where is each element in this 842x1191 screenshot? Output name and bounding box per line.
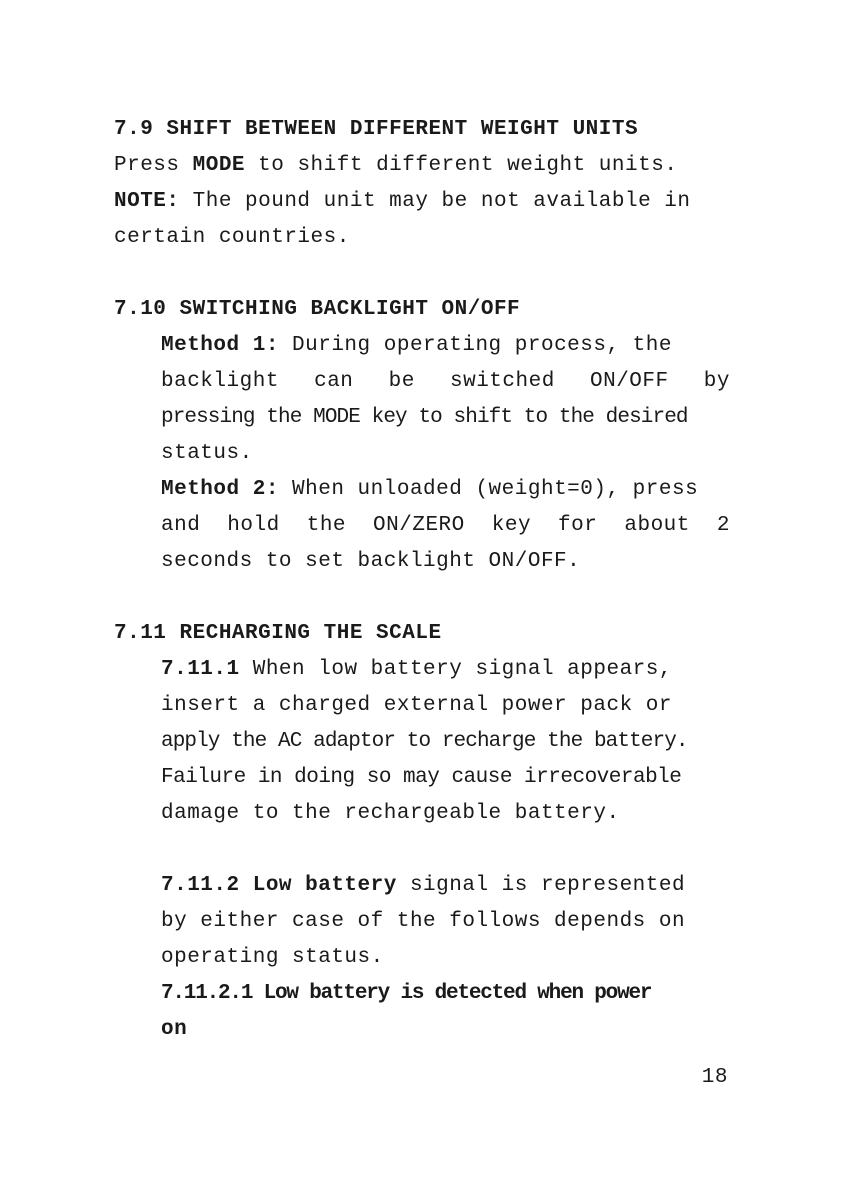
section-7-9-note-line-2: certain countries.: [114, 226, 350, 249]
method-1-line-2: backlight can be switched ON/OFF by: [161, 370, 730, 393]
section-7-9-note-line: NOTE: The pound unit may be not available in: [114, 190, 691, 213]
sub-7-11-2-line-1: 7.11.2 Low battery signal is represented: [161, 874, 686, 897]
method-2-line-2: and hold the ON/ZERO key for about 2: [161, 514, 730, 537]
method-1-label: Method 1:: [161, 334, 279, 357]
section-7-10-heading: 7.10 SWITCHING BACKLIGHT ON/OFF: [114, 298, 521, 321]
section-7-11-heading: 7.11 RECHARGING THE SCALE: [114, 622, 442, 645]
sub-7-11-1-line-1: 7.11.1 When low battery signal appears,: [161, 658, 672, 681]
method-1-line-3: pressing the MODE key to shift to the desired: [161, 406, 688, 429]
page-number: 18: [701, 1066, 728, 1089]
sub-7-11-1-line-5: damage to the rechargeable battery.: [161, 802, 620, 825]
document-body: [114, 112, 730, 1048]
mode-key-label: MODE: [192, 154, 246, 177]
sub-7-11-2-line-3: operating status.: [161, 946, 384, 969]
method-2-line-3: seconds to set backlight ON/OFF.: [161, 550, 581, 573]
method-2-line-1: Method 2: When unloaded (weight=0), press: [161, 478, 699, 501]
section-7-9-mode-line: Press MODE to shift different weight units.: [114, 154, 678, 177]
sub-7-11-1-line-3: apply the AC adaptor to recharge the battery.: [161, 730, 688, 753]
sub-7-11-2-1-line-1: 7.11.2.1 Low battery is detected when power: [161, 982, 652, 1005]
sub-7-11-2-1-line-2: on: [161, 1018, 188, 1041]
method-2-label: Method 2:: [161, 478, 279, 501]
sub-7-11-1-label: 7.11.1: [161, 658, 240, 681]
sub-7-11-1-line-4: Failure in doing so may cause irrecoverable: [161, 766, 682, 789]
method-1-line-1: Method 1: During operating process, the: [161, 334, 672, 357]
note-label: NOTE:: [114, 190, 180, 213]
method-1-line-4: status.: [161, 442, 253, 465]
section-7-9-heading: 7.9 SHIFT BETWEEN DIFFERENT WEIGHT UNITS: [114, 118, 639, 141]
sub-7-11-1-line-2: insert a charged external power pack or: [161, 694, 672, 717]
sub-7-11-2-line-2: by either case of the follows depends on: [161, 910, 686, 933]
sub-7-11-2-label: 7.11.2 Low battery: [161, 874, 397, 897]
